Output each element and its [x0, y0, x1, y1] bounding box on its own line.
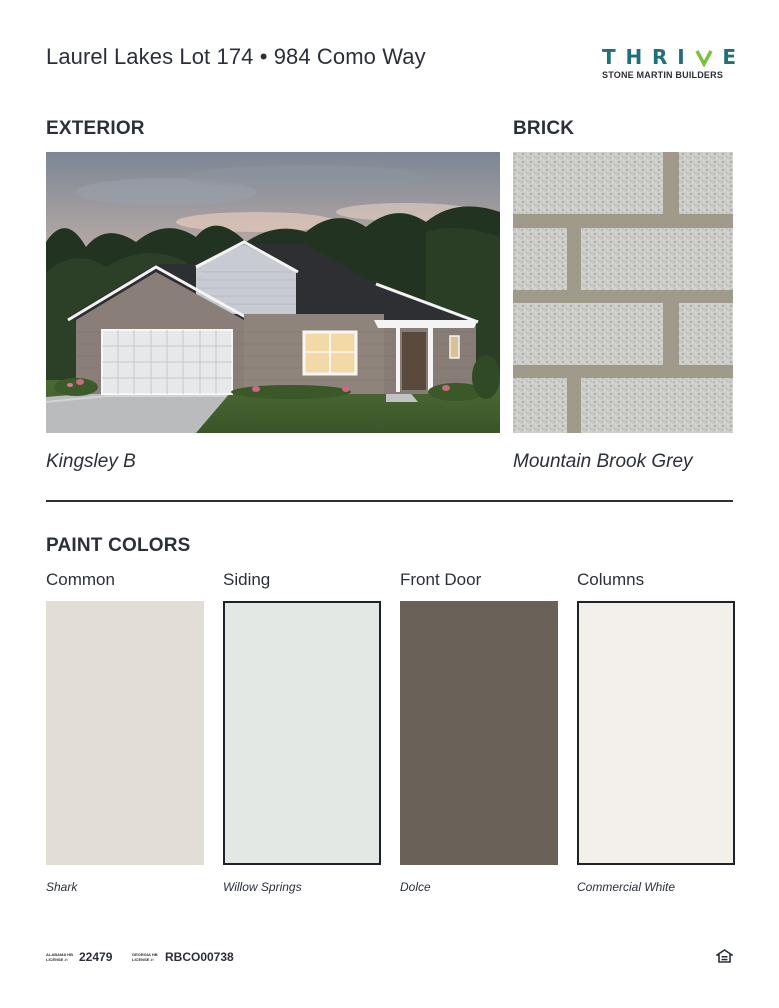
swatch-name-common: Shark: [46, 880, 78, 894]
logo-letter: H: [625, 45, 643, 69]
license-state-label: GEORGIA HB LICENSE #:: [132, 952, 158, 962]
exterior-rendering: [46, 152, 500, 433]
exterior-heading: EXTERIOR: [46, 118, 145, 139]
license-number: RBCO00738: [165, 950, 234, 964]
equal-housing-icon: [716, 949, 733, 963]
swatch-columns: [577, 601, 735, 865]
paint-label-columns: Columns: [577, 570, 645, 589]
paint-colors-heading: PAINT COLORS: [46, 535, 191, 556]
swatch-common: [46, 601, 204, 865]
license-alabama: [46, 950, 112, 964]
swatch-siding: [223, 601, 381, 865]
paint-label-front-door: Front Door: [400, 570, 482, 589]
swatch-name-columns: Commercial White: [577, 880, 676, 894]
logo-checkmark-v: [695, 47, 713, 67]
logo-letter: R: [652, 45, 668, 69]
brick-heading: BRICK: [513, 118, 575, 139]
exterior-plan-name: Kingsley B: [46, 451, 136, 472]
paint-label-siding: Siding: [223, 570, 271, 589]
logo-wordmark: [602, 47, 736, 67]
logo-tagline: STONE MARTIN BUILDERS: [602, 70, 724, 80]
thrive-logo: [602, 47, 736, 80]
brick-name: Mountain Brook Grey: [513, 451, 693, 472]
license-number: 22479: [79, 950, 113, 964]
page-title: Laurel Lakes Lot 174 • 984 Como Way: [46, 44, 426, 69]
logo-letter: I: [677, 45, 685, 69]
license-state-label: ALABAMA HB LICENSE #:: [46, 952, 73, 962]
logo-letter: T: [602, 45, 616, 69]
brick-texture: [513, 152, 733, 433]
logo-letter: E: [722, 45, 736, 69]
swatch-name-siding: Willow Springs: [223, 880, 302, 894]
swatch-name-front-door: Dolce: [400, 880, 431, 894]
license-georgia: [132, 950, 234, 964]
swatch-front-door: [400, 601, 558, 865]
paint-label-common: Common: [46, 570, 115, 589]
section-divider: [46, 500, 733, 502]
